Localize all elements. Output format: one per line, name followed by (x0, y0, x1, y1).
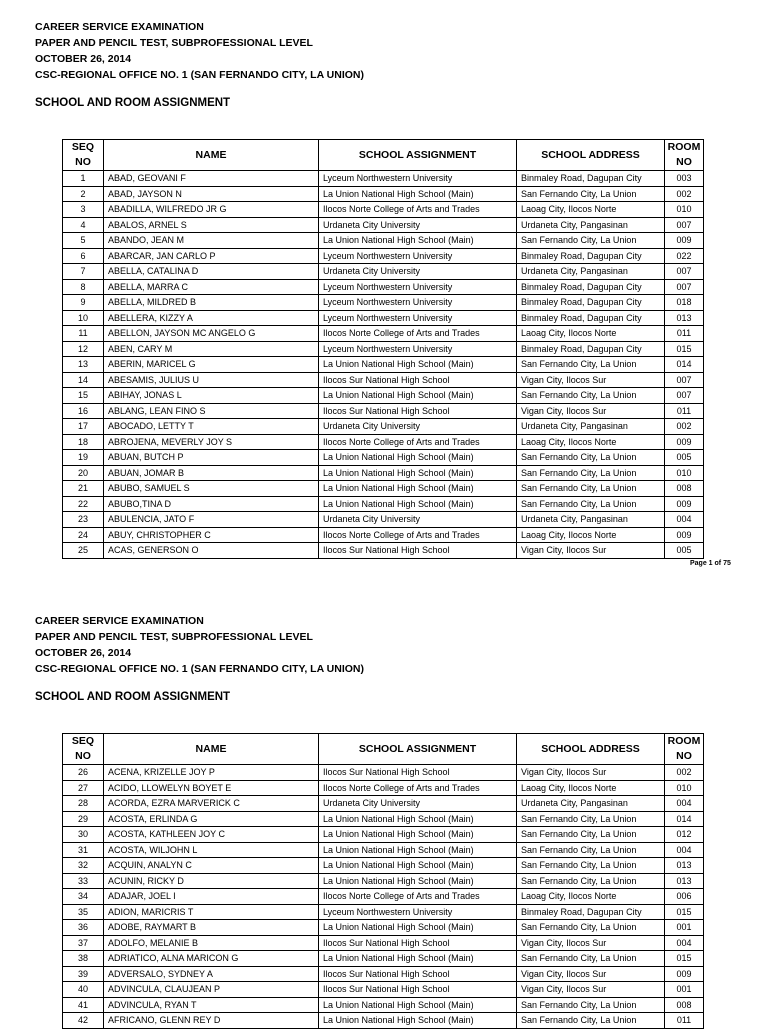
room-cell: 009 (665, 527, 704, 543)
name-cell: ABELLON, JAYSON MC ANGELO G (104, 326, 319, 342)
school-cell: La Union National High School (Main) (319, 496, 517, 512)
table-row (63, 357, 704, 373)
room-cell: 009 (665, 434, 704, 450)
assignment-table-page1 (62, 139, 704, 559)
room-cell: 010 (665, 202, 704, 218)
table-row (63, 372, 704, 388)
school-cell: La Union National High School (Main) (319, 357, 517, 373)
table-row (63, 326, 704, 342)
school-cell: Ilocos Sur National High School (319, 966, 517, 982)
room-cell: 002 (665, 419, 704, 435)
name-cell: ABAD, GEOVANI F (104, 171, 319, 187)
room-cell: 009 (665, 966, 704, 982)
table-row (63, 434, 704, 450)
room-cell: 001 (665, 920, 704, 936)
seq-cell: 23 (63, 512, 104, 528)
table-row (63, 811, 704, 827)
seq-cell: 41 (63, 997, 104, 1013)
name-cell: ACOSTA, KATHLEEN JOY C (104, 827, 319, 843)
address-cell: San Fernando City, La Union (517, 233, 665, 249)
col-seq-header: SEQ NO (63, 140, 104, 171)
name-cell: ACIDO, LLOWELYN BOYET E (104, 780, 319, 796)
regional-office: CSC-REGIONAL OFFICE NO. 1 (SAN FERNANDO CITY, LA UNION) (35, 69, 365, 81)
table-row (63, 279, 704, 295)
room-cell: 013 (665, 310, 704, 326)
name-cell: ADVINCULA, RYAN T (104, 997, 319, 1013)
name-cell: ABESAMIS, JULIUS U (104, 372, 319, 388)
school-cell: La Union National High School (Main) (319, 827, 517, 843)
exam-date: OCTOBER 26, 2014 (35, 647, 132, 659)
col-address-header: SCHOOL ADDRESS (517, 734, 665, 765)
room-cell: 007 (665, 372, 704, 388)
address-cell: Vigan City, Ilocos Sur (517, 966, 665, 982)
school-cell: La Union National High School (Main) (319, 997, 517, 1013)
name-cell: ABARCAR, JAN CARLO P (104, 248, 319, 264)
name-cell: ABAD, JAYSON N (104, 186, 319, 202)
seq-cell: 42 (63, 1013, 104, 1029)
name-cell: ACAS, GENERSON O (104, 543, 319, 559)
table-row (63, 171, 704, 187)
room-cell: 013 (665, 873, 704, 889)
school-cell: Lyceum Northwestern University (319, 171, 517, 187)
address-cell: Binmaley Road, Dagupan City (517, 279, 665, 295)
table-row (63, 202, 704, 218)
table-row (63, 951, 704, 967)
school-cell: Urdaneta City University (319, 217, 517, 233)
regional-office: CSC-REGIONAL OFFICE NO. 1 (SAN FERNANDO CITY, LA UNION) (35, 663, 365, 675)
col-room-header: ROOM NO (665, 734, 704, 765)
address-cell: Binmaley Road, Dagupan City (517, 248, 665, 264)
name-cell: ABLANG, LEAN FINO S (104, 403, 319, 419)
seq-cell: 40 (63, 982, 104, 998)
room-cell: 005 (665, 450, 704, 466)
school-cell: La Union National High School (Main) (319, 873, 517, 889)
room-cell: 012 (665, 827, 704, 843)
room-cell: 013 (665, 858, 704, 874)
school-cell: Ilocos Norte College of Arts and Trades (319, 434, 517, 450)
name-cell: ABUAN, BUTCH P (104, 450, 319, 466)
table-row (63, 450, 704, 466)
seq-cell: 10 (63, 310, 104, 326)
seq-cell: 16 (63, 403, 104, 419)
table-row (63, 295, 704, 311)
address-cell: San Fernando City, La Union (517, 858, 665, 874)
school-cell: La Union National High School (Main) (319, 811, 517, 827)
seq-cell: 22 (63, 496, 104, 512)
address-cell: Urdaneta City, Pangasinan (517, 512, 665, 528)
address-cell: Vigan City, Ilocos Sur (517, 403, 665, 419)
seq-cell: 28 (63, 796, 104, 812)
school-cell: Urdaneta City University (319, 419, 517, 435)
col-name-header: NAME (104, 734, 319, 765)
address-cell: Vigan City, Ilocos Sur (517, 765, 665, 781)
page2-header (35, 613, 364, 705)
room-cell: 015 (665, 951, 704, 967)
name-cell: ABALOS, ARNEL S (104, 217, 319, 233)
seq-cell: 34 (63, 889, 104, 905)
room-cell: 003 (665, 171, 704, 187)
room-cell: 022 (665, 248, 704, 264)
exam-title: CAREER SERVICE EXAMINATION (35, 615, 204, 627)
seq-cell: 31 (63, 842, 104, 858)
address-cell: San Fernando City, La Union (517, 186, 665, 202)
seq-cell: 24 (63, 527, 104, 543)
school-cell: Urdaneta City University (319, 512, 517, 528)
school-cell: La Union National High School (Main) (319, 1013, 517, 1029)
address-cell: Binmaley Road, Dagupan City (517, 310, 665, 326)
table-row (63, 496, 704, 512)
col-seq-header: SEQ NO (63, 734, 104, 765)
school-cell: Ilocos Sur National High School (319, 982, 517, 998)
table-header-row (63, 734, 704, 765)
room-cell: 014 (665, 811, 704, 827)
table-body (63, 171, 704, 559)
name-cell: ABANDO, JEAN M (104, 233, 319, 249)
name-cell: ABIHAY, JONAS L (104, 388, 319, 404)
school-cell: La Union National High School (Main) (319, 450, 517, 466)
seq-cell: 1 (63, 171, 104, 187)
room-cell: 007 (665, 279, 704, 295)
name-cell: ABELLA, CATALINA D (104, 264, 319, 280)
school-cell: Lyceum Northwestern University (319, 279, 517, 295)
address-cell: San Fernando City, La Union (517, 450, 665, 466)
name-cell: ABOCADO, LETTY T (104, 419, 319, 435)
table-row (63, 920, 704, 936)
address-cell: Laoag City, Ilocos Norte (517, 202, 665, 218)
school-cell: Ilocos Norte College of Arts and Trades (319, 780, 517, 796)
table-row (63, 310, 704, 326)
table-row (63, 889, 704, 905)
school-cell: Lyceum Northwestern University (319, 310, 517, 326)
table-body (63, 765, 704, 1029)
room-cell: 009 (665, 233, 704, 249)
room-cell: 018 (665, 295, 704, 311)
table-row (63, 543, 704, 559)
address-cell: Laoag City, Ilocos Norte (517, 326, 665, 342)
school-cell: La Union National High School (Main) (319, 465, 517, 481)
name-cell: ADOLFO, MELANIE B (104, 935, 319, 951)
school-cell: La Union National High School (Main) (319, 481, 517, 497)
table-row (63, 264, 704, 280)
address-cell: Laoag City, Ilocos Norte (517, 780, 665, 796)
room-cell: 002 (665, 765, 704, 781)
col-school-header: SCHOOL ASSIGNMENT (319, 734, 517, 765)
room-cell: 005 (665, 543, 704, 559)
table-row (63, 465, 704, 481)
table-row (63, 248, 704, 264)
name-cell: ABELLA, MARRA C (104, 279, 319, 295)
school-cell: Ilocos Sur National High School (319, 543, 517, 559)
room-cell: 010 (665, 465, 704, 481)
school-cell: Lyceum Northwestern University (319, 904, 517, 920)
name-cell: ABUY, CHRISTOPHER C (104, 527, 319, 543)
room-cell: 007 (665, 388, 704, 404)
table-row (63, 982, 704, 998)
table-row (63, 966, 704, 982)
table-row (63, 527, 704, 543)
col-school-header: SCHOOL ASSIGNMENT (319, 140, 517, 171)
seq-cell: 17 (63, 419, 104, 435)
address-cell: Binmaley Road, Dagupan City (517, 171, 665, 187)
school-cell: La Union National High School (Main) (319, 842, 517, 858)
seq-cell: 7 (63, 264, 104, 280)
address-cell: Vigan City, Ilocos Sur (517, 935, 665, 951)
school-cell: La Union National High School (Main) (319, 920, 517, 936)
name-cell: ABUBO,TINA D (104, 496, 319, 512)
room-cell: 010 (665, 780, 704, 796)
school-cell: Urdaneta City University (319, 264, 517, 280)
table-row (63, 796, 704, 812)
exam-date: OCTOBER 26, 2014 (35, 53, 132, 65)
name-cell: ABUBO, SAMUEL S (104, 481, 319, 497)
seq-cell: 33 (63, 873, 104, 889)
school-cell: Ilocos Sur National High School (319, 765, 517, 781)
seq-cell: 11 (63, 326, 104, 342)
name-cell: ABEN, CARY M (104, 341, 319, 357)
exam-level: PAPER AND PENCIL TEST, SUBPROFESSIONAL LEVEL (35, 631, 313, 643)
seq-cell: 5 (63, 233, 104, 249)
name-cell: ABERIN, MARICEL G (104, 357, 319, 373)
school-cell: Ilocos Sur National High School (319, 403, 517, 419)
address-cell: Laoag City, Ilocos Norte (517, 889, 665, 905)
seq-cell: 32 (63, 858, 104, 874)
school-cell: La Union National High School (Main) (319, 858, 517, 874)
name-cell: ABELLERA, KIZZY A (104, 310, 319, 326)
room-cell: 014 (665, 357, 704, 373)
name-cell: ACORDA, EZRA MARVERICK C (104, 796, 319, 812)
room-cell: 009 (665, 496, 704, 512)
address-cell: Laoag City, Ilocos Norte (517, 527, 665, 543)
room-cell: 004 (665, 796, 704, 812)
address-cell: San Fernando City, La Union (517, 481, 665, 497)
page-number: Page 1 of 75 (690, 560, 731, 567)
room-cell: 006 (665, 889, 704, 905)
address-cell: San Fernando City, La Union (517, 997, 665, 1013)
table-header-row (63, 140, 704, 171)
seq-cell: 21 (63, 481, 104, 497)
name-cell: ADVINCULA, CLAUJEAN P (104, 982, 319, 998)
room-cell: 011 (665, 403, 704, 419)
seq-cell: 8 (63, 279, 104, 295)
seq-cell: 35 (63, 904, 104, 920)
room-cell: 011 (665, 326, 704, 342)
table-row (63, 233, 704, 249)
table-row (63, 842, 704, 858)
seq-cell: 13 (63, 357, 104, 373)
seq-cell: 14 (63, 372, 104, 388)
room-cell: 004 (665, 842, 704, 858)
seq-cell: 18 (63, 434, 104, 450)
address-cell: Binmaley Road, Dagupan City (517, 904, 665, 920)
table-row (63, 186, 704, 202)
table-row (63, 904, 704, 920)
name-cell: ACUNIN, RICKY D (104, 873, 319, 889)
seq-cell: 27 (63, 780, 104, 796)
name-cell: ABROJENA, MEVERLY JOY S (104, 434, 319, 450)
address-cell: San Fernando City, La Union (517, 496, 665, 512)
seq-cell: 30 (63, 827, 104, 843)
seq-cell: 37 (63, 935, 104, 951)
table-row (63, 780, 704, 796)
exam-title: CAREER SERVICE EXAMINATION (35, 21, 204, 33)
name-cell: ADAJAR, JOEL I (104, 889, 319, 905)
seq-cell: 6 (63, 248, 104, 264)
address-cell: Vigan City, Ilocos Sur (517, 543, 665, 559)
seq-cell: 36 (63, 920, 104, 936)
section-title: SCHOOL AND ROOM ASSIGNMENT (35, 691, 231, 703)
seq-cell: 15 (63, 388, 104, 404)
table-row (63, 419, 704, 435)
seq-cell: 29 (63, 811, 104, 827)
room-cell: 008 (665, 997, 704, 1013)
address-cell: San Fernando City, La Union (517, 920, 665, 936)
name-cell: ADRIATICO, ALNA MARICON G (104, 951, 319, 967)
address-cell: San Fernando City, La Union (517, 357, 665, 373)
table-row (63, 997, 704, 1013)
seq-cell: 2 (63, 186, 104, 202)
name-cell: ACQUIN, ANALYN C (104, 858, 319, 874)
seq-cell: 3 (63, 202, 104, 218)
table-row (63, 827, 704, 843)
room-cell: 002 (665, 186, 704, 202)
table-row (63, 873, 704, 889)
school-cell: Urdaneta City University (319, 796, 517, 812)
name-cell: ABADILLA, WILFREDO JR G (104, 202, 319, 218)
name-cell: AFRICANO, GLENN REY D (104, 1013, 319, 1029)
col-name-header: NAME (104, 140, 319, 171)
address-cell: Urdaneta City, Pangasinan (517, 796, 665, 812)
address-cell: Vigan City, Ilocos Sur (517, 372, 665, 388)
name-cell: ABELLA, MILDRED B (104, 295, 319, 311)
table-row (63, 341, 704, 357)
table-row (63, 765, 704, 781)
room-cell: 001 (665, 982, 704, 998)
assignment-table-page2 (62, 733, 704, 1029)
table-row (63, 858, 704, 874)
section-title: SCHOOL AND ROOM ASSIGNMENT (35, 97, 231, 109)
address-cell: San Fernando City, La Union (517, 842, 665, 858)
school-cell: La Union National High School (Main) (319, 186, 517, 202)
school-cell: La Union National High School (Main) (319, 233, 517, 249)
name-cell: ABULENCIA, JATO F (104, 512, 319, 528)
room-cell: 011 (665, 1013, 704, 1029)
exam-level: PAPER AND PENCIL TEST, SUBPROFESSIONAL LEVEL (35, 37, 313, 49)
table-row (63, 935, 704, 951)
school-cell: Ilocos Norte College of Arts and Trades (319, 202, 517, 218)
address-cell: San Fernando City, La Union (517, 827, 665, 843)
address-cell: San Fernando City, La Union (517, 951, 665, 967)
school-cell: La Union National High School (Main) (319, 388, 517, 404)
room-cell: 007 (665, 264, 704, 280)
school-cell: Lyceum Northwestern University (319, 341, 517, 357)
table-row (63, 403, 704, 419)
seq-cell: 12 (63, 341, 104, 357)
school-cell: Ilocos Sur National High School (319, 935, 517, 951)
address-cell: San Fernando City, La Union (517, 811, 665, 827)
address-cell: Binmaley Road, Dagupan City (517, 341, 665, 357)
seq-cell: 20 (63, 465, 104, 481)
table-row (63, 217, 704, 233)
address-cell: San Fernando City, La Union (517, 1013, 665, 1029)
seq-cell: 26 (63, 765, 104, 781)
seq-cell: 9 (63, 295, 104, 311)
school-cell: Lyceum Northwestern University (319, 248, 517, 264)
address-cell: San Fernando City, La Union (517, 388, 665, 404)
room-cell: 015 (665, 341, 704, 357)
name-cell: ADVERSALO, SYDNEY A (104, 966, 319, 982)
table-row (63, 512, 704, 528)
address-cell: Vigan City, Ilocos Sur (517, 982, 665, 998)
col-room-header: ROOM NO (665, 140, 704, 171)
school-cell: Lyceum Northwestern University (319, 295, 517, 311)
page1-header (35, 19, 364, 111)
seq-cell: 4 (63, 217, 104, 233)
address-cell: Urdaneta City, Pangasinan (517, 264, 665, 280)
school-cell: Ilocos Norte College of Arts and Trades (319, 889, 517, 905)
table-row (63, 388, 704, 404)
address-cell: San Fernando City, La Union (517, 465, 665, 481)
table-row (63, 1013, 704, 1029)
room-cell: 004 (665, 512, 704, 528)
school-cell: Ilocos Norte College of Arts and Trades (319, 527, 517, 543)
room-cell: 004 (665, 935, 704, 951)
col-address-header: SCHOOL ADDRESS (517, 140, 665, 171)
school-cell: Ilocos Sur National High School (319, 372, 517, 388)
address-cell: Laoag City, Ilocos Norte (517, 434, 665, 450)
name-cell: ABUAN, JOMAR B (104, 465, 319, 481)
name-cell: ADOBE, RAYMART B (104, 920, 319, 936)
seq-cell: 25 (63, 543, 104, 559)
address-cell: San Fernando City, La Union (517, 873, 665, 889)
school-cell: Ilocos Norte College of Arts and Trades (319, 326, 517, 342)
room-cell: 008 (665, 481, 704, 497)
room-cell: 007 (665, 217, 704, 233)
room-cell: 015 (665, 904, 704, 920)
school-cell: La Union National High School (Main) (319, 951, 517, 967)
seq-cell: 39 (63, 966, 104, 982)
table-row (63, 481, 704, 497)
name-cell: ACENA, KRIZELLE JOY P (104, 765, 319, 781)
name-cell: ACOSTA, WILJOHN L (104, 842, 319, 858)
seq-cell: 38 (63, 951, 104, 967)
name-cell: ADION, MARICRIS T (104, 904, 319, 920)
address-cell: Urdaneta City, Pangasinan (517, 419, 665, 435)
seq-cell: 19 (63, 450, 104, 466)
address-cell: Urdaneta City, Pangasinan (517, 217, 665, 233)
address-cell: Binmaley Road, Dagupan City (517, 295, 665, 311)
name-cell: ACOSTA, ERLINDA G (104, 811, 319, 827)
